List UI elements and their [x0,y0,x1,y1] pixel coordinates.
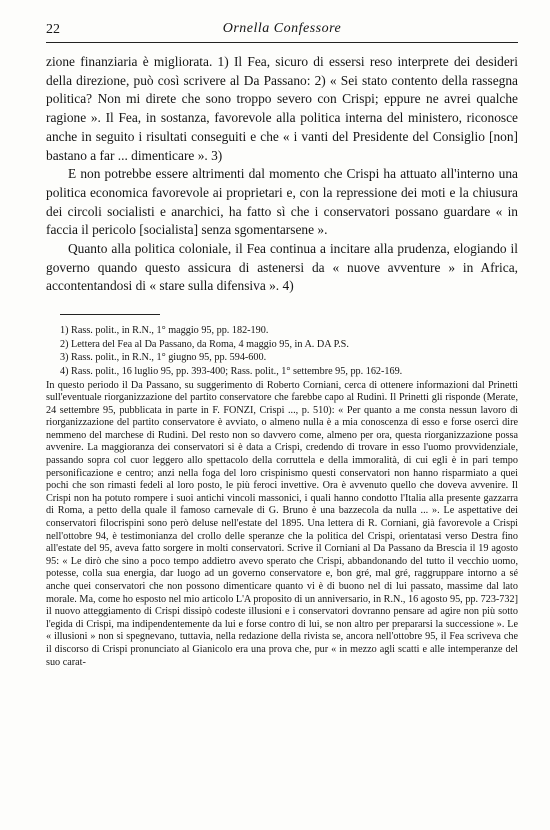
footnote: 2) Lettera del Fea al Da Passano, da Roma, 4 maggio 95, in A. DA P.S. [60,338,349,350]
running-title: Ornella Confessore [222,21,342,36]
running-header [46,20,518,43]
main-text [46,53,518,296]
footnote-divider [60,314,160,315]
paragraph: zione finanziaria è migliorata. 1) Il Fea, sicuro di essersi reso interprete dei desideri della direzione, può così scrivere al Da Passano: 2) « Sei stato contento della rassegna politica? Non mi direte che sono troppo severo con Crispi; eppure ne avrei qualche ragione ». Il Fea, in sostanza, favorevole alla politica interna del ministero, riconosce anche in seguito i risultati conseguiti e che « i vanti del Presidente del Consiglio [non] bastano a far ... dimenticare ». 3) [46,54,518,163]
footnote-continuation: In questo periodo il Da Passano, su suggerimento di Roberto Corniani, cerca di ottenere informazioni dal Prinetti sull'eventuale riorganizzazione del partito conservatore che farebbe capo al Rudinì. Il Prinetti gli risponde (Merate, 24 settembre 95, pubblicata in parte in F. FONZI, Crispi ..., p. 510): « Per quanto a me consta nessun lavoro di riorganizzazione del partito conservatore è avviato, o almeno nulla è a mia conoscenza di esso e forse osercì dire nemmeno del marchese di Rudinì. Del resto non so davvero come, almeno per ora, questa riorganizzazione possa avvenire. La maggioranza dei conservatori si è data a Crispi, credendo di trovare in esso l'uomo provvidenziale, passando sopra col cuor leggero allo spettacolo della corruttela e della immoralità, di cui egli è in pari tempo personificazione e centro; anzi nella foga del loro crispinismo questi conservatori non hanno risparmiato a quei pochi che son rimasti fedeli al loro posto, le più feroci invettive. Ora è avvenuto quello che doveva avvenire. Il Crispi non ha potuto rompere i suoi antichi vincoli massonici, i quali hanno condotto l'Italia alla presente gazzarra di Roma, a petto della quale il famoso carnevale di G. Bruno è una bazzecola da nulla ... ». Le aspettative dei conservatori filocrispini sono però deluse nell'estate del 1895. Una lettera di R. Corniani, già favorevole a Crispi nell'ottobre 94, è testimonianza del crollo delle speranze che la politica del Crispi, orientatasi verso Destra fino all'estate del 95, aveva fatto sorgere in molti conservatori. Scrive il Corniani al Da Passano da Brescia il 19 agosto 95: « Le dirò che sino a poco tempo addietro avevo sperato che Crispi, abbandonando del tutto il vecchio uomo, potesse, colla sua energia, dar luogo ad un governo conservatore e, bon gré, mal gré, raggruppare intorno a sé anche quei conservatori che non possono dimenticare quanto vi è di buono nel di lui passato, massime dal lato morale. Ma, come ho esposto nel mio articolo L'A proposito di un anniversario, in R.N., 16 agosto 95, pp. 723-732] il nuovo atteggiamento di Crispi dissipò codeste illusioni e i conservatori dovranno pensare ad agire non più sotto l'egida di Crispi, ma indipendentemente da lui e forse contro di lui, se non altro per prepararsi la successione ». Le « illusioni » non si spegnevano, tuttavia, nella redazione della rivista se, ancora nell'ottobre 95, il Fea scriveva che il discorso di Crispi pronunciato al Gianicolo era una prova che, pur « in mezzo agli scatti e alle intemperanze del suo carat- [46,379,518,668]
page-number: 22 [46,22,60,37]
paragraph: Quanto alla politica coloniale, il Fea continua a incitare alla prudenza, elogiando il governo quando questo assicura di astenersi da « nuove avventure » in Africa, accontentandosi di « stare sulla difensiva ». 4) [46,241,518,294]
book-page [46,20,518,669]
footnotes [46,325,518,669]
footnote: 1) Rass. polit., in R.N., 1° maggio 95, pp. 182-190. [60,325,269,337]
paragraph: E non potrebbe essere altrimenti dal momento che Crispi ha attuato all'interno una politica economica favorevole ai proprietari e, con la repressione dei moti e la chiusura dei circoli socialisti e anarchici, ha fatto sì che i conservatori possano guardare « in faccia il pericolo [socialista] senza sgomentarsene ». [46,166,518,238]
footnote: 3) Rass. polit., in R.N., 1° giugno 95, pp. 594-600. [60,352,267,364]
footnote: 4) Rass. polit., 16 luglio 95, pp. 393-400; Rass. polit., 1° settembre 95, pp. 162-169. [60,365,403,377]
